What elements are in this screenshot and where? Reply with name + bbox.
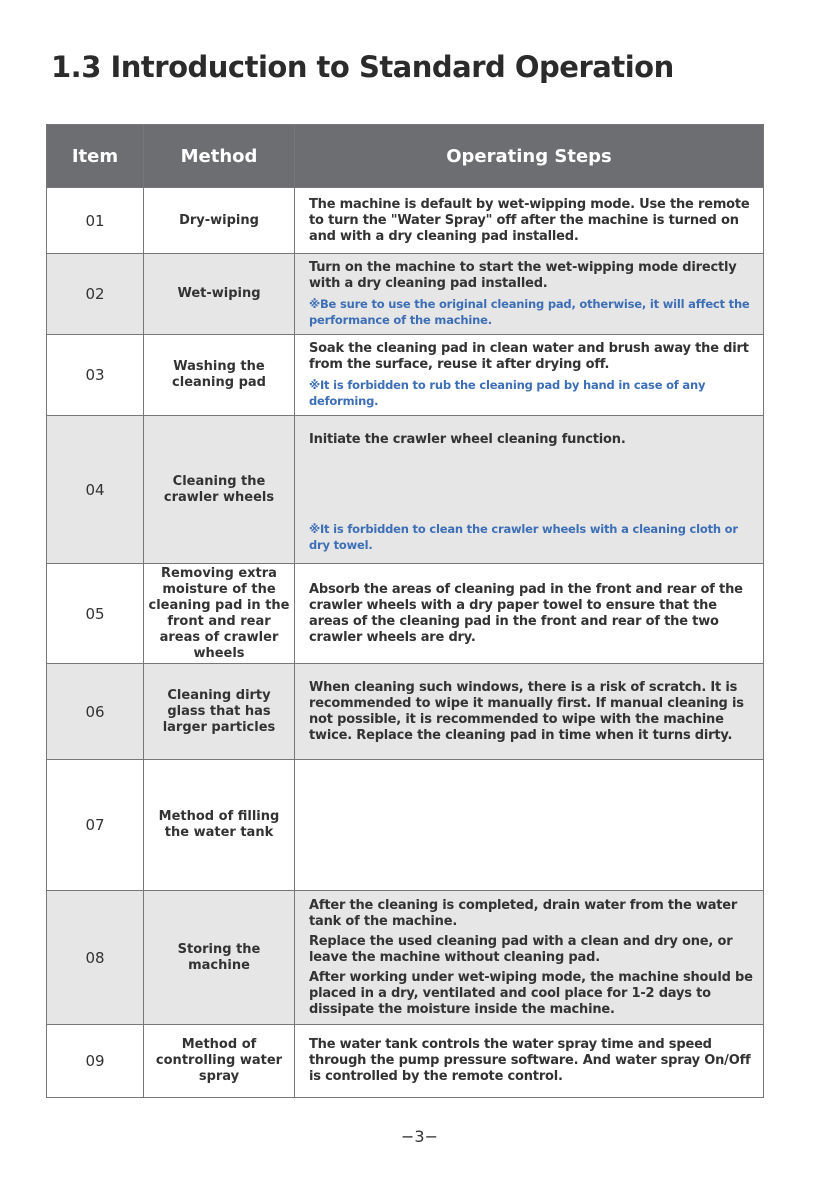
step-text: Soak the cleaning pad in clean water and brush away the dirt from the surface, reuse it after drying off.: [309, 341, 749, 372]
item-number: 06: [47, 664, 144, 760]
method-name: Method of filling the water tank: [144, 760, 295, 891]
warning-note: ※It is forbidden to clean the crawler wheels with a cleaning cloth or dry towel.: [309, 522, 738, 552]
warning-note: ※Be sure to use the original cleaning pad, otherwise, it will affect the performance of the machine.: [309, 297, 750, 327]
step-text: Absorb the areas of cleaning pad in the front and rear of the crawler wheels with a dry paper towel to ensure that the areas of the cleaning pad in the front and rear of the two crawler wheels are dry.: [309, 581, 743, 645]
table-row: [47, 664, 764, 760]
item-number: 08: [47, 891, 144, 1025]
item-number: 02: [47, 254, 144, 335]
method-name: Cleaning the crawler wheels: [144, 416, 295, 564]
operating-steps: [295, 760, 764, 891]
operating-steps: [295, 891, 764, 1025]
operating-steps: [295, 1025, 764, 1098]
section-title: 1.3 Introduction to Standard Operation: [51, 50, 674, 84]
operating-steps: [295, 564, 764, 664]
table-row: [47, 188, 764, 254]
method-name: Removing extra moisture of the cleaning pad in the front and rear areas of crawler wheels: [144, 564, 295, 664]
operating-steps: [295, 335, 764, 416]
step-text: The water tank controls the water spray time and speed through the pump pressure software. And water spray On/Off is controlled by the remote control.: [309, 1037, 751, 1084]
step-text: After the cleaning is completed, drain water from the water tank of the machine.: [309, 897, 738, 929]
method-name: Cleaning dirty glass that has larger particles: [144, 664, 295, 760]
header-item: Item: [47, 125, 144, 188]
method-name: Washing the cleaning pad: [144, 335, 295, 416]
table-row: [47, 760, 764, 891]
table-row: [47, 335, 764, 416]
operating-steps: [295, 254, 764, 335]
header-method: Method: [144, 125, 295, 188]
header-steps: Operating Steps: [295, 125, 764, 188]
item-number: 04: [47, 416, 144, 564]
item-number: 05: [47, 564, 144, 664]
method-name: Storing the machine: [144, 891, 295, 1025]
item-number: 09: [47, 1025, 144, 1098]
item-number: 03: [47, 335, 144, 416]
item-number: 07: [47, 760, 144, 891]
step-text: After working under wet-wiping mode, the machine should be placed in a dry, ventilated and cool place for 1-2 days to dissipate the moisture inside the machine.: [309, 969, 753, 1017]
table-header: [47, 125, 764, 188]
operating-steps: [295, 416, 764, 564]
step-text: The machine is default by wet-wipping mode. Use the remote to turn the "Water Spray" off after the machine is turned on and with a dry cleaning pad installed.: [309, 196, 750, 244]
operation-table: [46, 124, 764, 1098]
step-text: Initiate the crawler wheel cleaning function.: [309, 432, 626, 447]
operating-steps: [295, 188, 764, 254]
step-text: When cleaning such windows, there is a risk of scratch. It is recommended to wipe it manually first. If manual cleaning is not possible, it is recommended to wipe with the machine twice. Replace the cleaning pad in time when it turns dirty.: [309, 679, 744, 743]
operating-steps: [295, 664, 764, 760]
item-number: 01: [47, 188, 144, 254]
table-row: [47, 564, 764, 664]
method-name: Wet-wiping: [144, 254, 295, 335]
page-number: −3−: [401, 1127, 438, 1146]
step-text: Turn on the machine to start the wet-wipping mode directly with a dry cleaning pad installed.: [309, 260, 737, 291]
method-name: Method of controlling water spray: [144, 1025, 295, 1098]
table-row: [47, 416, 764, 564]
table-row: [47, 254, 764, 335]
step-text: Replace the used cleaning pad with a clean and dry one, or leave the machine without cleaning pad.: [309, 933, 733, 965]
table-row: [47, 891, 764, 1025]
table-row: [47, 1025, 764, 1098]
warning-note: ※It is forbidden to rub the cleaning pad by hand in case of any deforming.: [309, 378, 706, 408]
method-name: Dry-wiping: [144, 188, 295, 254]
